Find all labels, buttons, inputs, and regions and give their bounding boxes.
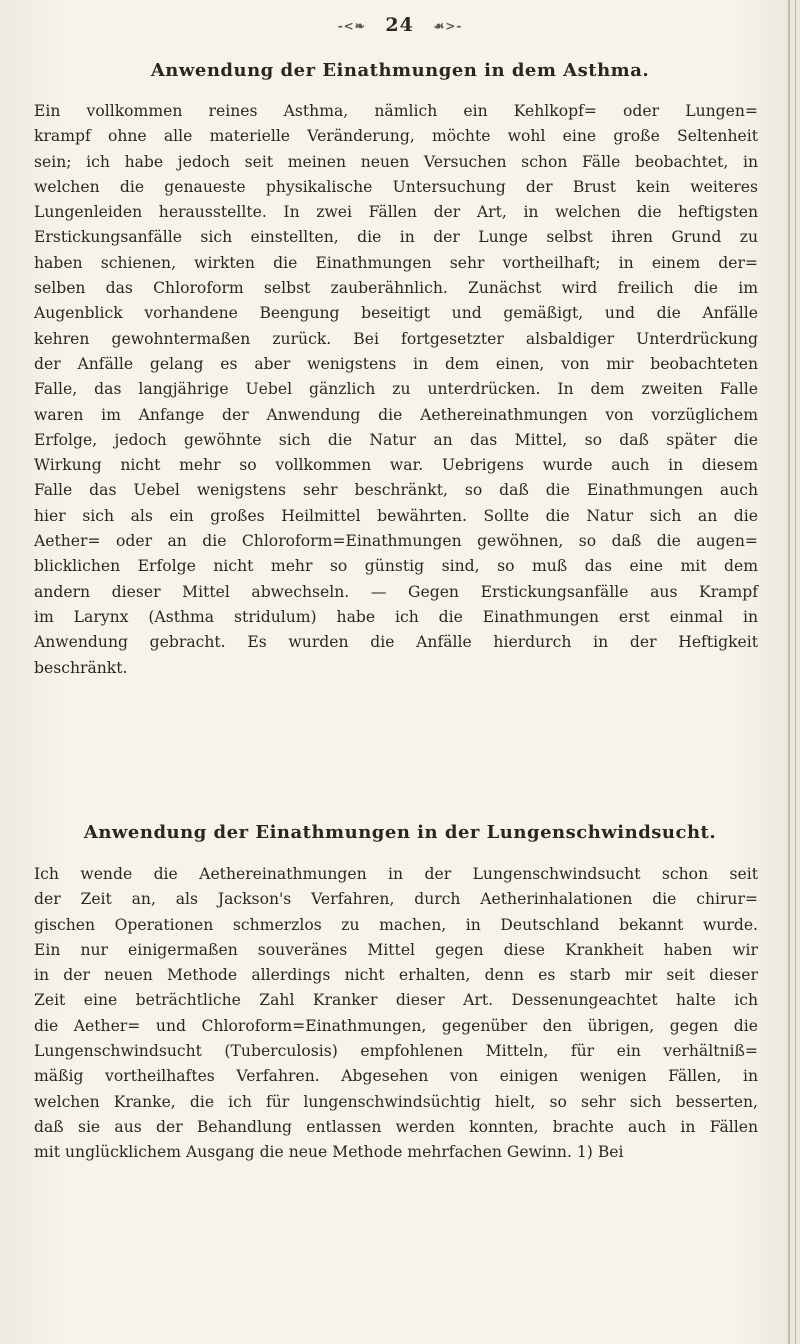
text-line: hier sich als ein großes Heilmittel bewährten. Sollte die Natur sich an die <box>34 506 758 525</box>
text-line: der Anfälle gelang es aber wenigstens in dem einen, von mir beobachteten <box>34 354 758 373</box>
paragraph-asthma <box>34 99 758 681</box>
text-line: die Aether= und Chloroform=Einathmungen, gegenüber den übrigen, gegen die <box>34 1016 758 1035</box>
page-header <box>0 14 800 38</box>
text-line: blicklichen Erfolge nicht mehr so günstig sind, so muß das eine mit dem <box>34 557 758 576</box>
text-line: kehren gewohntermaßen zurück. Bei fortgesetzter alsbaldiger Unterdrückung <box>34 329 758 348</box>
text-line: welchen Kranke, die ich für lungenschwindsüchtig hielt, so sehr sich besserten, <box>34 1092 758 1111</box>
text-line: Ein nur einigermaßen souveränes Mittel gegen diese Krankheit haben wir <box>34 940 758 959</box>
section-heading-lungenschwindsucht: Anwendung der Einathmungen in der Lungenschwindsucht. <box>83 822 717 843</box>
text-line: haben schienen, wirkten die Einathmungen sehr vortheilhaft; in einem der= <box>34 253 758 272</box>
page-edge <box>788 0 790 1344</box>
text-line: mäßig vortheilhaftes Verfahren. Abgesehen von einigen wenigen Fällen, in <box>34 1067 758 1086</box>
text-line: Aether= oder an die Chloroform=Einathmungen gewöhnen, so daß die augen= <box>34 532 758 551</box>
text-line: Erstickungsanfälle sich einstellten, die in der Lunge selbst ihren Grund zu <box>34 228 758 247</box>
text-line: der Zeit an, als Jackson's Verfahren, durch Aetherinhalationen die chirur= <box>34 890 758 909</box>
text-line: im Larynx (Asthma stridulum) habe ich die Einathmungen erst einmal in <box>34 607 758 626</box>
text-line: krampf ohne alle materielle Veränderung, möchte wohl eine große Seltenheit <box>34 127 758 146</box>
text-line: waren im Anfange der Anwendung die Aethereinathmungen von vorzüglichem <box>34 405 758 424</box>
page-number: 24 <box>385 14 414 36</box>
section-heading-asthma: Anwendung der Einathmungen in dem Asthma. <box>150 60 650 81</box>
text-line: Ein vollkommen reines Asthma, nämlich ein Kehlkopf= oder Lungen= <box>34 102 758 120</box>
text-line: Falle das Uebel wenigstens sehr beschränkt, so daß die Einathmungen auch <box>34 481 758 500</box>
text-line: in der neuen Methode allerdings nicht erhalten, denn es starb mir seit dieser <box>34 966 758 985</box>
text-line: mit unglücklichem Ausgang die neue Methode mehrfachen Gewinn. 1) Bei <box>34 1143 624 1162</box>
text-line: sein; ich habe jedoch seit meinen neuen Versuchen schon Fälle beobachtet, in <box>34 152 758 171</box>
text-line: Lungenschwindsucht (Tuberculosis) empfohlenen Mitteln, für ein verhältniß= <box>34 1042 758 1061</box>
text-line: daß sie aus der Behandlung entlassen werden konnten, brachte auch in Fällen <box>34 1117 758 1136</box>
text-line: welchen die genaueste physikalische Untersuchung der Brust kein weiteres <box>34 177 758 196</box>
text-line: Erfolge, jedoch gewöhnte sich die Natur an das Mittel, so daß später die <box>34 430 758 449</box>
text-line: Anwendung gebracht. Es wurden die Anfälle hierdurch in der Heftigkeit <box>34 633 758 652</box>
text-line: Falle, das langjährige Uebel gänzlich zu unterdrücken. In dem zweiten Falle <box>34 380 758 399</box>
paragraph-lungenschwindsucht <box>34 862 758 1166</box>
page-edge-outer <box>795 0 796 1344</box>
text-line: Augenblick vorhandene Beengung beseitigt und gemäßigt, und die Anfälle <box>34 304 758 323</box>
text-line: beschränkt. <box>34 658 128 677</box>
text-line: Lungenleiden herausstellte. In zwei Fällen der Art, in welchen die heftigsten <box>34 203 758 222</box>
text-line: gischen Operationen schmerzlos zu machen, in Deutschland bekannt wurde. <box>34 915 758 934</box>
right-ornament: ☙>- <box>433 19 463 33</box>
text-line: selben das Chloroform selbst zauberähnlich. Zunächst wird freilich die im <box>34 279 758 298</box>
left-ornament: -<❧ <box>337 19 366 33</box>
text-line: andern dieser Mittel abwechseln. — Gegen Erstickungsanfälle aus Krampf <box>34 582 758 601</box>
text-line: Wirkung nicht mehr so vollkommen war. Uebrigens wurde auch in diesem <box>34 456 758 475</box>
text-line: Zeit eine beträchtliche Zahl Kranker dieser Art. Dessenungeachtet halte ich <box>34 991 758 1010</box>
text-line: Ich wende die Aethereinathmungen in der Lungenschwindsucht schon seit <box>34 865 758 883</box>
